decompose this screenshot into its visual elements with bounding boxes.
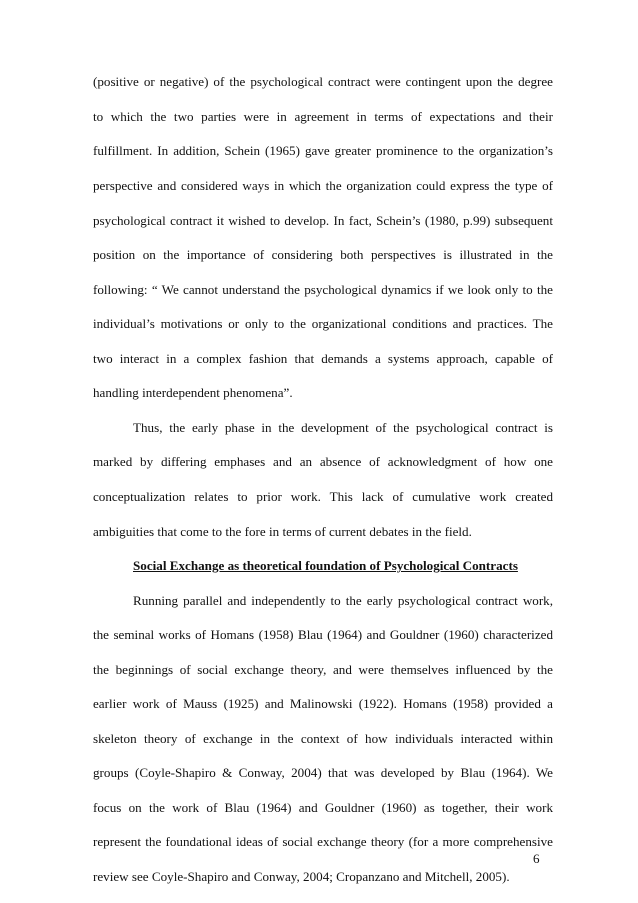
paragraph-3-line-6: groups (Coyle-Shapiro & Conway, 2004) that was developed by Blau (1964). We [93, 765, 553, 780]
paragraph-1-line-3: fulfillment. In addition, Schein (1965) gave greater prominence to the organization’s [93, 143, 553, 158]
paragraph-3-line-1: Running parallel and independently to the early psychological contract work, [133, 593, 553, 608]
paragraph-3-line-8: represent the foundational ideas of social exchange theory (for a more comprehensive [93, 834, 553, 849]
paragraph-2-line-4: ambiguities that come to the fore in terms of current debates in the field. [93, 524, 472, 539]
paragraph-1-line-8: individual’s motivations or only to the organizational conditions and practices. The [93, 316, 553, 331]
paragraph-3-line-4: earlier work of Mauss (1925) and Malinowski (1922). Homans (1958) provided a [93, 696, 553, 711]
paragraph-3-line-3: the beginnings of social exchange theory, and were themselves influenced by the [93, 662, 553, 677]
paragraph-2-line-1: Thus, the early phase in the development of the psychological contract is [133, 420, 553, 435]
section-heading: Social Exchange as theoretical foundation of Psychological Contracts [133, 558, 518, 573]
paragraph-1-line-1: (positive or negative) of the psychological contract were contingent upon the degree [93, 74, 553, 89]
paragraph-1-line-6: position on the importance of considering both perspectives is illustrated in the [93, 247, 553, 262]
paragraph-1-line-9: two interact in a complex fashion that demands a systems approach, capable of [93, 351, 553, 366]
paragraph-3-line-7: focus on the work of Blau (1964) and Gouldner (1960) as together, their work [93, 800, 553, 815]
paragraph-3-line-5: skeleton theory of exchange in the context of how individuals interacted within [93, 731, 553, 746]
paragraph-1-line-10: handling interdependent phenomena”. [93, 385, 293, 400]
paragraph-2-line-3: conceptualization relates to prior work. This lack of cumulative work created [93, 489, 553, 504]
paragraph-1-line-7: following: “ We cannot understand the psychological dynamics if we look only to the [93, 282, 553, 297]
paragraph-3-line-2: the seminal works of Homans (1958) Blau (1964) and Gouldner (1960) characterized [93, 627, 553, 642]
paragraph-3-line-9: review see Coyle-Shapiro and Conway, 2004; Cropanzano and Mitchell, 2005). [93, 869, 510, 884]
paragraph-1-line-2: to which the two parties were in agreement in terms of expectations and their [93, 109, 553, 124]
page-number: 6 [533, 851, 540, 866]
paragraph-1-line-5: psychological contract it wished to develop. In fact, Schein’s (1980, p.99) subsequent [93, 213, 553, 228]
paragraph-2-line-2: marked by differing emphases and an absence of acknowledgment of how one [93, 454, 553, 469]
paragraph-1-line-4: perspective and considered ways in which the organization could express the type of [93, 178, 553, 193]
